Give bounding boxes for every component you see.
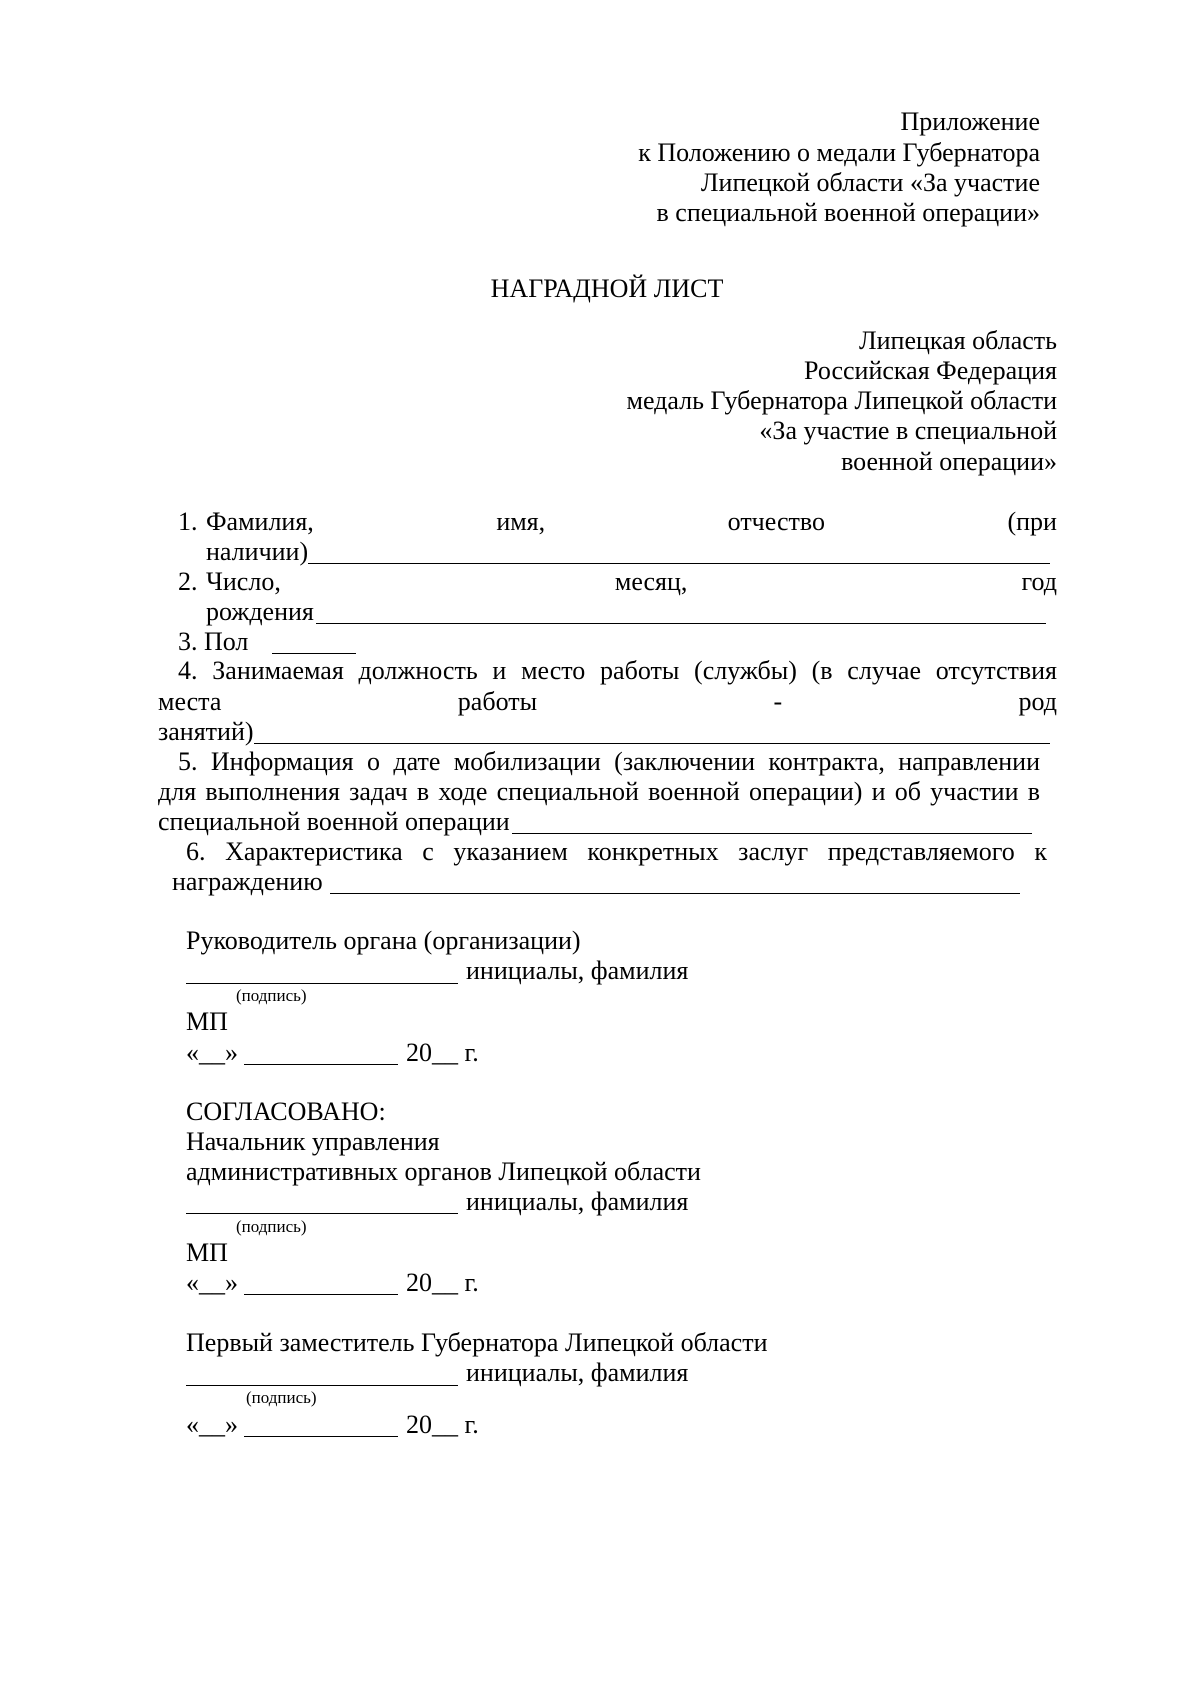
signature-caption: (подпись) xyxy=(236,1217,307,1236)
item-number: 1. xyxy=(178,507,198,536)
appendix-line: в специальной военной операции» xyxy=(656,198,1040,227)
item-text: 3. Пол xyxy=(178,627,249,656)
item-2-first-line xyxy=(206,566,1057,598)
header-line: военной операции» xyxy=(841,447,1057,476)
date-month-line xyxy=(244,1294,398,1295)
header-line: Российская Федерация xyxy=(804,356,1057,385)
item-continuation: наличии) xyxy=(206,537,309,566)
item-word: род xyxy=(1018,687,1057,716)
signature-line xyxy=(186,1385,458,1386)
agreed-label: СОГЛАСОВАНО: xyxy=(186,1097,386,1126)
item-word: имя, xyxy=(496,507,546,536)
signature-line xyxy=(186,983,458,984)
item-line: для выполнения задач в ходе специальной военной операции) и об участии в xyxy=(158,777,1040,806)
date-month-line xyxy=(244,1436,398,1437)
appendix-line: Приложение xyxy=(900,107,1040,136)
block-heading: Первый заместитель Губернатора Липецкой области xyxy=(186,1328,768,1357)
item-word: Фамилия, xyxy=(206,507,314,536)
fill-line xyxy=(272,653,356,654)
block-heading: административных органов Липецкой области xyxy=(186,1157,701,1186)
signature-line xyxy=(186,1213,458,1214)
block-heading: Начальник управления xyxy=(186,1127,440,1156)
item-number: 2. xyxy=(178,567,198,596)
appendix-line: Липецкой области «За участие xyxy=(700,168,1040,197)
header-line: Липецкая область xyxy=(858,326,1057,355)
initials-label: инициалы, фамилия xyxy=(466,1187,689,1216)
date-year: 20__ г. xyxy=(406,1410,479,1439)
item-word: (при xyxy=(1007,507,1057,536)
date-day: «__» xyxy=(186,1268,238,1297)
item-4-second-line xyxy=(158,686,1057,718)
date-day: «__» xyxy=(186,1038,238,1067)
fill-line xyxy=(316,623,1046,624)
fill-line xyxy=(330,893,1020,894)
initials-label: инициалы, фамилия xyxy=(466,1358,689,1387)
item-continuation: занятий) xyxy=(158,717,254,746)
item-word: - xyxy=(773,687,783,716)
header-line: медаль Губернатора Липецкой области xyxy=(626,386,1057,415)
item-line: награждению xyxy=(172,867,323,896)
initials-label: инициалы, фамилия xyxy=(466,956,689,985)
item-word: работы xyxy=(457,687,538,716)
appendix-line: к Положению о медали Губернатора xyxy=(638,138,1040,167)
block-heading: Руководитель органа (организации) xyxy=(186,926,581,955)
item-word: места xyxy=(158,687,222,716)
date-year: 20__ г. xyxy=(406,1038,479,1067)
fill-line xyxy=(308,563,1050,564)
fill-line xyxy=(254,743,1050,744)
item-line: специальной военной операции xyxy=(158,807,510,836)
stamp-label: МП xyxy=(186,1007,228,1036)
date-day: «__» xyxy=(186,1410,238,1439)
item-1-first-line xyxy=(206,506,1057,538)
signature-caption: (подпись) xyxy=(236,986,307,1005)
signature-caption: (подпись) xyxy=(246,1388,317,1407)
item-word: год xyxy=(1021,567,1057,596)
item-word: Число, xyxy=(206,567,281,596)
item-line: 5. Информация о дате мобилизации (заключении контракта, направлении xyxy=(178,747,1040,776)
date-year: 20__ г. xyxy=(406,1268,479,1297)
page-title: НАГРАДНОЙ ЛИСТ xyxy=(490,274,724,303)
stamp-label: МП xyxy=(186,1238,228,1267)
item-line: 4. Занимаемая должность и место работы (службы) (в случае отсутствия xyxy=(178,656,1057,685)
item-continuation: рождения xyxy=(206,597,314,626)
fill-line xyxy=(512,833,1032,834)
header-line: «За участие в специальной xyxy=(759,416,1057,445)
date-month-line xyxy=(244,1064,398,1065)
item-word: отчество xyxy=(727,507,825,536)
item-line: 6. Характеристика с указанием конкретных заслуг представляемого к xyxy=(186,837,1047,866)
item-word: месяц, xyxy=(614,567,688,596)
